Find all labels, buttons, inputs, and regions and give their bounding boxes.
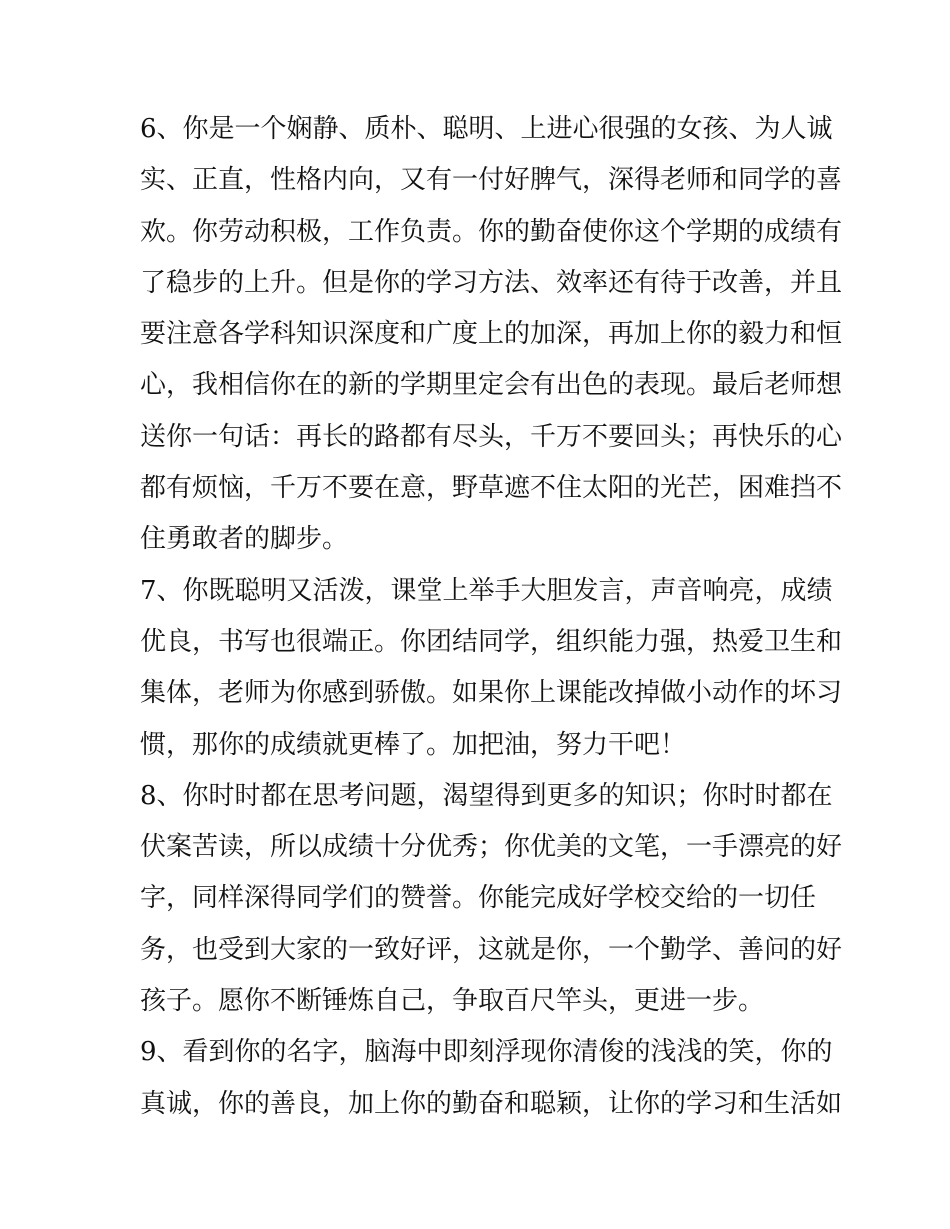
- text-line: 集体，老师为你感到骄傲。如果你上课能改掉做小动作的坏习: [140, 678, 843, 709]
- paragraph-6: [140, 104, 843, 566]
- document-body: [140, 104, 843, 1130]
- text-line: 惯，那你的成绩就更棒了。加把油，努力干吧！: [140, 729, 687, 760]
- text-line: 7、你既聪明又活泼，课堂上举手大胆发言，声音响亮，成绩: [140, 575, 833, 606]
- text-line: 务，也受到大家的一致好评，这就是你，一个勤学、善问的好: [140, 934, 843, 965]
- text-line: 真诚，你的善良，加上你的勤奋和聪颖，让你的学习和生活如: [140, 1088, 843, 1119]
- text-line: 住勇敢者的脚步。: [140, 524, 349, 555]
- text-line: 孩子。愿你不断锤炼自己，争取百尺竿头，更进一步。: [140, 986, 765, 1017]
- text-line: 6、你是一个娴静、质朴、聪明、上进心很强的女孩、为人诚: [140, 114, 833, 144]
- text-line: 实、正直，性格内向，又有一付好脾气，深得老师和同学的喜: [140, 165, 843, 196]
- paragraph-9: [140, 1027, 843, 1130]
- text-line: 字，同样深得同学们的赞誉。你能完成好学校交给的一切任: [140, 883, 817, 914]
- paragraph-8: [140, 771, 843, 1027]
- text-line: 9、看到你的名字，脑海中即刻浮现你清俊的浅浅的笑，你的: [140, 1037, 833, 1068]
- text-line: 欢。你劳动积极，工作负责。你的勤奋使你这个学期的成绩有: [140, 216, 843, 247]
- text-line: 都有烦恼，千万不要在意，野草遮不住太阳的光芒，困难挡不: [140, 473, 843, 504]
- text-line: 8、你时时都在思考问题，渴望得到更多的知识；你时时都在: [140, 780, 833, 811]
- text-line: 了稳步的上升。但是你的学习方法、效率还有待于改善，并且: [140, 267, 843, 298]
- text-line: 伏案苦读，所以成绩十分优秀；你优美的文笔，一手漂亮的好: [140, 832, 843, 863]
- paragraph-7: [140, 566, 843, 771]
- text-line: 送你一句话：再长的路都有尽头，千万不要回头；再快乐的心: [140, 421, 843, 452]
- text-line: 要注意各学科知识深度和广度上的加深，再加上你的毅力和恒: [140, 319, 843, 350]
- text-line: 优良，书写也很端正。你团结同学，组织能力强，热爱卫生和: [140, 626, 843, 657]
- text-line: 心，我相信你在的新的学期里定会有出色的表现。最后老师想: [140, 370, 843, 401]
